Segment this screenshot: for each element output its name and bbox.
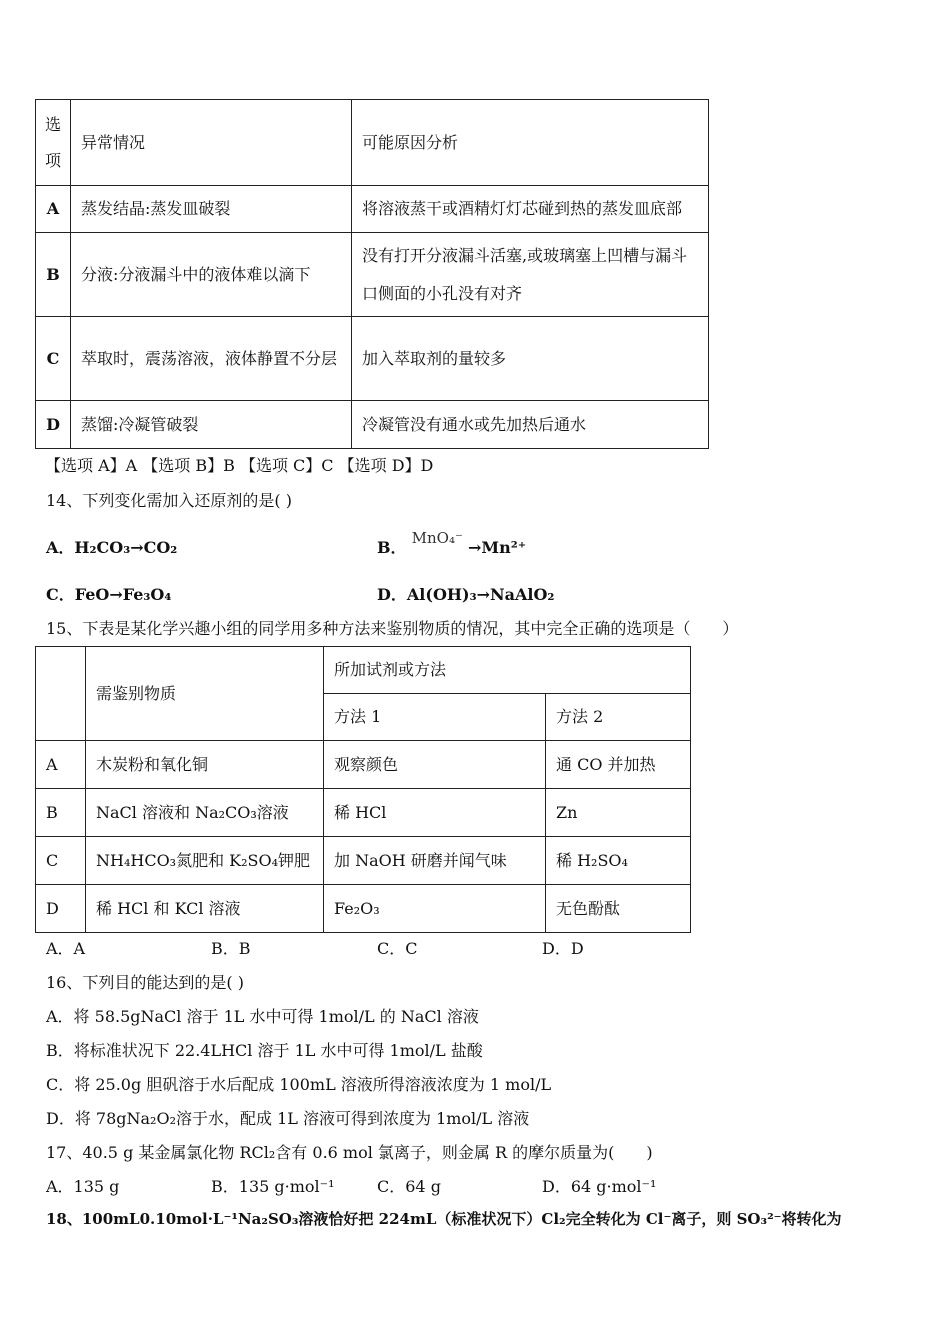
row-substance: 木炭粉和氧化铜	[86, 741, 324, 789]
header-option: 选项	[36, 100, 71, 186]
row-method-1: Fe₂O₃	[324, 885, 546, 933]
q17-choice-c: C．64 g	[377, 1177, 441, 1196]
row-situation: 蒸发结晶:蒸发皿破裂	[71, 186, 352, 233]
row-key: B	[36, 233, 71, 317]
q15-choice-b: B．B	[211, 939, 251, 958]
row-key: C	[36, 317, 71, 401]
q14-option-b	[377, 529, 527, 558]
row-key: A	[36, 741, 86, 789]
q16-option-c: C．将 25.0g 胆矾溶于水后配成 100mL 溶液所得溶液浓度为 1 mol/L	[46, 1075, 552, 1094]
header-method-2: 方法 2	[546, 694, 691, 741]
row-reason: 将溶液蒸干或酒精灯灯芯碰到热的蒸发皿底部	[352, 186, 709, 233]
q14-option-c: C．FeO→Fe₃O₄	[46, 585, 172, 604]
header-situation: 异常情况	[71, 100, 352, 186]
answer-options: 【选项 A】A 【选项 B】B 【选项 C】C 【选项 D】D	[45, 456, 434, 475]
row-reason: 没有打开分液漏斗活塞,或玻璃塞上凹槽与漏斗口侧面的小孔没有对齐	[352, 233, 709, 317]
row-reason: 冷凝管没有通水或先加热后通水	[352, 401, 709, 449]
row-substance: 稀 HCl 和 KCl 溶液	[86, 885, 324, 933]
cause-analysis-table	[35, 99, 709, 449]
row-reason: 加入萃取剂的量较多	[352, 317, 709, 401]
q14-option-d: D．Al(OH)₃→NaAlO₂	[377, 585, 555, 604]
permanganate-formula: MnO₄⁻	[411, 529, 463, 547]
q16-option-b: B．将标准状况下 22.4LHCl 溶于 1L 水中可得 1mol/L 盐酸	[46, 1041, 483, 1060]
q17-choice-a: A．135 g	[46, 1177, 120, 1196]
row-key: D	[36, 885, 86, 933]
row-situation: 蒸馏:冷凝管破裂	[71, 401, 352, 449]
header-reason: 可能原因分析	[352, 100, 709, 186]
row-method-1: 稀 HCl	[324, 789, 546, 837]
q16-stem: 16、下列目的能达到的是( )	[46, 973, 244, 992]
q16-option-a: A．将 58.5gNaCl 溶于 1L 水中可得 1mol/L 的 NaCl 溶液	[46, 1007, 479, 1026]
row-key: B	[36, 789, 86, 837]
q15-choice-a: A．A	[46, 939, 86, 958]
identification-table	[35, 646, 691, 933]
q17-stem: 17、40.5 g 某金属氯化物 RCl₂含有 0.6 mol 氯离子，则金属 R 的摩尔质量为( )	[46, 1143, 653, 1162]
q15-choice-d: D．D	[542, 939, 584, 958]
row-method-1: 观察颜色	[324, 741, 546, 789]
q18-stem: 18、100mL0.10mol·L⁻¹Na₂SO₃溶液恰好把 224mL（标准状况下）Cl₂完全转化为 Cl⁻离子，则 SO₃²⁻将转化为	[46, 1210, 842, 1228]
row-method-2: Zn	[546, 789, 691, 837]
row-situation: 萃取时，震荡溶液，液体静置不分层	[71, 317, 352, 401]
row-method-2: 无色酚酞	[546, 885, 691, 933]
row-situation: 分液:分液漏斗中的液体难以滴下	[71, 233, 352, 317]
q14-option-b-product: →Mn²⁺	[467, 538, 527, 557]
q15-stem: 15、下表是某化学兴趣小组的同学用多种方法来鉴别物质的情况，其中完全正确的选项是（ ）	[46, 619, 739, 638]
blank-header	[36, 647, 86, 741]
q14-option-b-label: B．	[377, 538, 407, 557]
row-substance: NaCl 溶液和 Na₂CO₃溶液	[86, 789, 324, 837]
row-method-1: 加 NaOH 研磨并闻气味	[324, 837, 546, 885]
q17-choice-d: D．64 g·mol⁻¹	[542, 1177, 657, 1196]
row-key: D	[36, 401, 71, 449]
q17-choice-b: B．135 g·mol⁻¹	[211, 1177, 335, 1196]
q15-choice-c: C．C	[377, 939, 418, 958]
q14-stem: 14、下列变化需加入还原剂的是( )	[46, 491, 292, 510]
header-reagent-group: 所加试剂或方法	[324, 647, 691, 694]
header-substance: 需鉴别物质	[86, 647, 324, 741]
row-substance: NH₄HCO₃氮肥和 K₂SO₄钾肥	[86, 837, 324, 885]
row-method-2: 通 CO 并加热	[546, 741, 691, 789]
header-method-1: 方法 1	[324, 694, 546, 741]
row-key: A	[36, 186, 71, 233]
q16-option-d: D．将 78gNa₂O₂溶于水，配成 1L 溶液可得到浓度为 1mol/L 溶液	[46, 1109, 530, 1128]
row-method-2: 稀 H₂SO₄	[546, 837, 691, 885]
q14-option-a: A．H₂CO₃→CO₂	[46, 538, 178, 557]
row-key: C	[36, 837, 86, 885]
